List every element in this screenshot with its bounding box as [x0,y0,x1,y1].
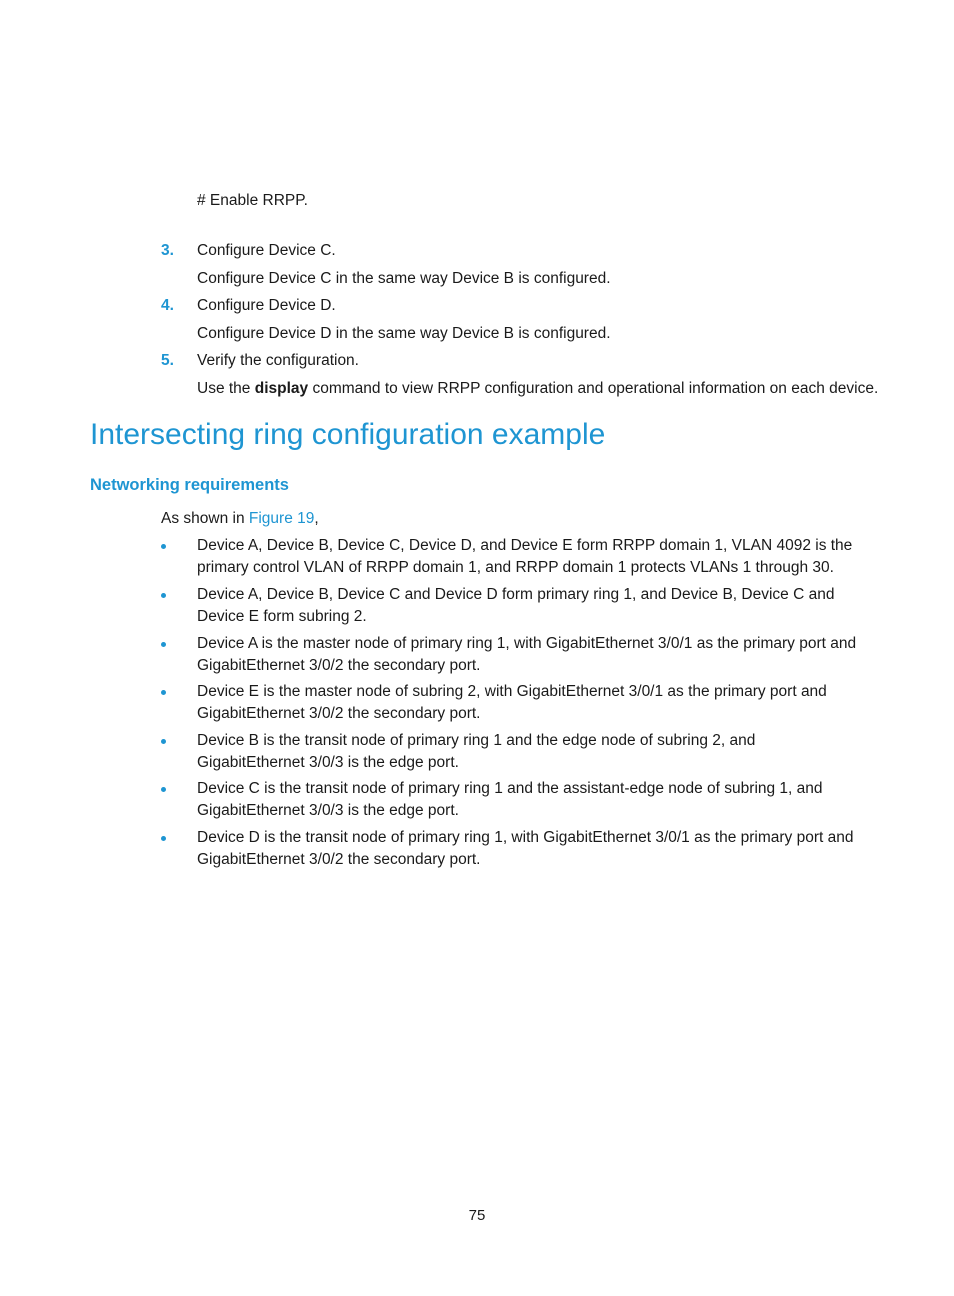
step-4-number: 4. [161,297,174,314]
page-number: 75 [468,1207,486,1224]
list-item: Device A, Device B, Device C, Device D, and Device E form RRPP domain 1, VLAN 4092 is the primary control VLAN of RRPP domain 1, and RRPP domain 1 protects VLANs 1 through 30. [197,537,853,576]
step-5-detail-pre: Use the [197,380,255,397]
list-item: Device D is the transit node of primary ring 1, with GigabitEthernet 3/0/1 as the primary port and GigabitEthernet 3/0/2 the secondary port. [197,829,854,868]
intro-pre: As shown in [161,510,249,527]
section-title: Intersecting ring configuration example [90,418,606,451]
list-item: Device B is the transit node of primary ring 1 and the edge node of subring 2, and GigabitEthernet 3/0/3 is the edge port. [197,732,756,771]
step-5-number: 5. [161,352,174,369]
bullet-icon [161,544,166,549]
step-5-title: Verify the configuration. [197,352,359,369]
step-4-title: Configure Device D. [197,297,336,314]
bullet-icon [161,642,166,647]
figure-19-link[interactable]: Figure 19 [248,510,315,527]
enable-rrpp-line: # Enable RRPP. [197,192,308,209]
step-3-number: 3. [161,242,174,259]
bullet-icon [161,739,166,744]
step-5-detail [197,378,878,399]
intro-post: , [314,510,319,527]
bullet-icon [161,787,166,792]
bullet-icon [161,836,166,841]
list-item: Device E is the master node of subring 2, with GigabitEthernet 3/0/1 as the primary port and GigabitEthernet 3/0/2 the secondary port. [197,683,827,722]
step-4-detail: Configure Device D in the same way Device B is configured. [197,325,611,342]
list-item: Device A is the master node of primary ring 1, with GigabitEthernet 3/0/1 as the primary port and GigabitEthernet 3/0/2 the secondary port. [197,635,857,674]
step-3-detail: Configure Device C in the same way Device B is configured. [197,270,611,287]
bullet-icon [161,690,166,695]
step-5-detail-post: command to view RRPP configuration and operational information on each device. [308,380,879,397]
list-item: Device C is the transit node of primary ring 1 and the assistant-edge node of subring 1, and GigabitEthernet 3/0/3 is the edge port. [197,780,823,819]
intro-line [161,508,319,529]
list-item: Device A, Device B, Device C and Device D form primary ring 1, and Device B, Device C and Device E form subring 2. [197,586,835,625]
step-3-title: Configure Device C. [197,242,336,259]
subsection-title: Networking requirements [90,476,289,494]
bullet-icon [161,593,166,598]
display-command: display [254,380,309,397]
